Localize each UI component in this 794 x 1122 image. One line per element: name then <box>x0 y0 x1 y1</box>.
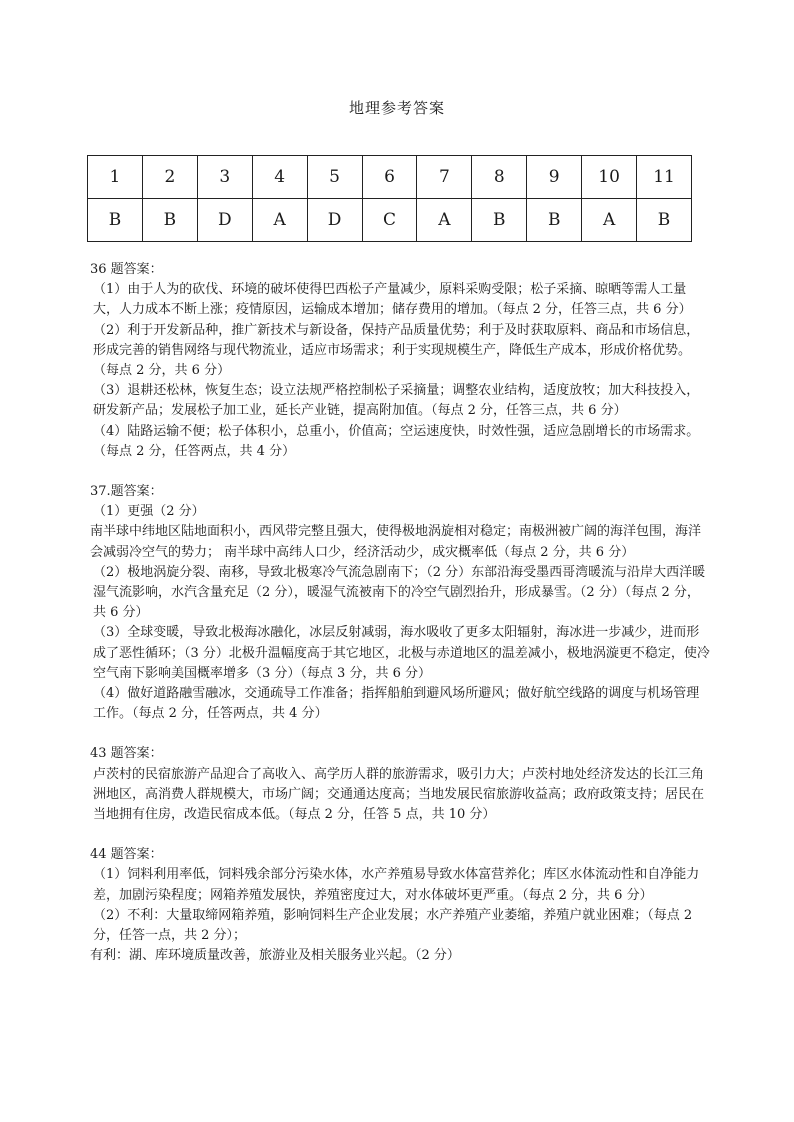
answer-paragraph: 南半球中纬地区陆地面积小，西风带完整且强大，使得极地涡旋相对稳定；南极洲被广阔的海洋包围，海洋会减弱冷空气的势力； 南半球中高纬人口少，经济活动少，成灾概率低（每点 2 分，共 6 分） <box>90 524 702 560</box>
answer-cell: A <box>252 199 307 242</box>
answer-cell: B <box>637 199 692 242</box>
answer-cell: B <box>88 199 143 242</box>
question-number-cell: 4 <box>252 156 307 199</box>
question-number-cell: 5 <box>307 156 362 199</box>
answer-cell: B <box>142 199 197 242</box>
section-heading: 37.题答案： <box>90 484 163 500</box>
answer-table <box>87 155 692 242</box>
answer-table-number-row <box>88 156 692 199</box>
answer-cell: B <box>472 199 527 242</box>
answer-paragraph: 有利：湖、库环境质量改善，旅游业及相关服务业兴起。（2 分） <box>90 948 460 964</box>
section-heading: 44 题答案： <box>90 847 163 863</box>
question-number-cell: 1 <box>88 156 143 199</box>
answer-paragraph: （2）不利：大量取缔网箱养殖，影响饲料生产企业发展；水产养殖产业萎缩，养殖户就业困难；（每点 2 分，任答一点，共 2 分）； <box>93 907 693 944</box>
section-43 <box>90 744 710 825</box>
question-number-cell: 11 <box>637 156 692 199</box>
answer-paragraph: （2）极地涡旋分裂、南移，导致北极寒冷气流急剧南下；（2 分）东部沿海受墨西哥湾暖流与沿岸大西洋暖湿气流影响，水汽含量充足（2 分），暖湿气流被南下的冷空气剧烈抬升，形成暴雪。（2 分）（每点 2 分，共 6 分） <box>93 564 706 621</box>
section-37 <box>90 482 710 724</box>
answer-paragraph: （1）由于人为的砍伐、环境的破坏使得巴西松子产量减少，原料采购受限；松子采摘、晾晒等需人工量大，人力成本不断上涨；疫情原因，运输成本增加；储存费用的增加。（每点 2 分，任答三点，共 6 分） <box>93 282 692 318</box>
answer-paragraph: （4）陆路运输不便；松子体积小，总重小，价值高；空运速度快，时效性强，适应急剧增长的市场需求。（每点 2 分，任答两点，共 4 分） <box>93 423 700 459</box>
page-title: 地理参考答案 <box>348 99 445 117</box>
answer-cell: B <box>527 199 582 242</box>
section-heading: 43 题答案： <box>90 746 163 762</box>
answer-paragraph: （1）更强（2 分） <box>93 504 205 520</box>
answer-paragraph: （3）退耕还松林，恢复生态；设立法规严格控制松子采摘量；调整农业结构，适度放牧；加大科技投入，研发新产品；发展松子加工业，延长产业链，提高附加值。（每点 2 分，任答三点，共 6 分） <box>93 383 700 419</box>
question-number-cell: 8 <box>472 156 527 199</box>
answer-paragraph: 卢茨村的民宿旅游产品迎合了高收入、高学历人群的旅游需求，吸引力大；卢茨村地处经济发达的长江三角洲地区，高消费人群规模大，市场广阔；交通通达度高；当地发展民宿旅游收益高；政府政策支持；居民在当地拥有住房，改造民宿成本低。（每点 2 分，任答 5 点，共 10 分） <box>93 766 705 823</box>
section-44 <box>90 845 710 966</box>
answer-cell: C <box>362 199 417 242</box>
answer-cell: D <box>307 199 362 242</box>
question-number-cell: 7 <box>417 156 472 199</box>
question-number-cell: 6 <box>362 156 417 199</box>
answer-paragraph: （4）做好道路融雪融冰，交通疏导工作准备；指挥船舶到避风场所避风；做好航空线路的调度与机场管理工作。（每点 2 分，任答两点，共 4 分） <box>93 686 700 722</box>
answer-paragraph: （1）饲料利用率低，饲料残余部分污染水体，水产养殖易导致水体富营养化；库区水体流动性和自净能力差，加剧污染程度；网箱养殖发展快，养殖密度过大，对水体破坏更严重。（每点 2 分，共 6 分） <box>93 867 700 903</box>
question-number-cell: 3 <box>197 156 252 199</box>
section-heading: 36 题答案： <box>90 262 163 277</box>
question-number-cell: 10 <box>582 156 637 199</box>
question-number-cell: 9 <box>527 156 582 199</box>
answer-cell: A <box>417 199 472 242</box>
answer-paragraph: （2）利于开发新品种，推广新技术与新设备，保持产品质量优势；利于及时获取原料、商品和市场信息，形成完善的销售网络与现代物流业，适应市场需求；利于实现规模生产，降低生产成本，形成价格优势。（每点 2 分，共 6 分） <box>93 322 700 379</box>
section-36 <box>90 260 710 462</box>
answer-cell: D <box>197 199 252 242</box>
answer-paragraph: （3）全球变暖，导致北极海冰融化，冰层反射减弱，海水吸收了更多太阳辐射，海冰进一步减少，进而形成了恶性循环；（3 分）北极升温幅度高于其它地区，北极与赤道地区的温差减小，极地涡漩更不稳定，使冷空气南下影响美国概率增多（3 分）（每点 3 分，共 6 分） <box>93 625 710 681</box>
answer-body <box>90 260 710 967</box>
question-number-cell: 2 <box>142 156 197 199</box>
answer-table-answer-row <box>88 199 692 242</box>
answer-cell: A <box>582 199 637 242</box>
